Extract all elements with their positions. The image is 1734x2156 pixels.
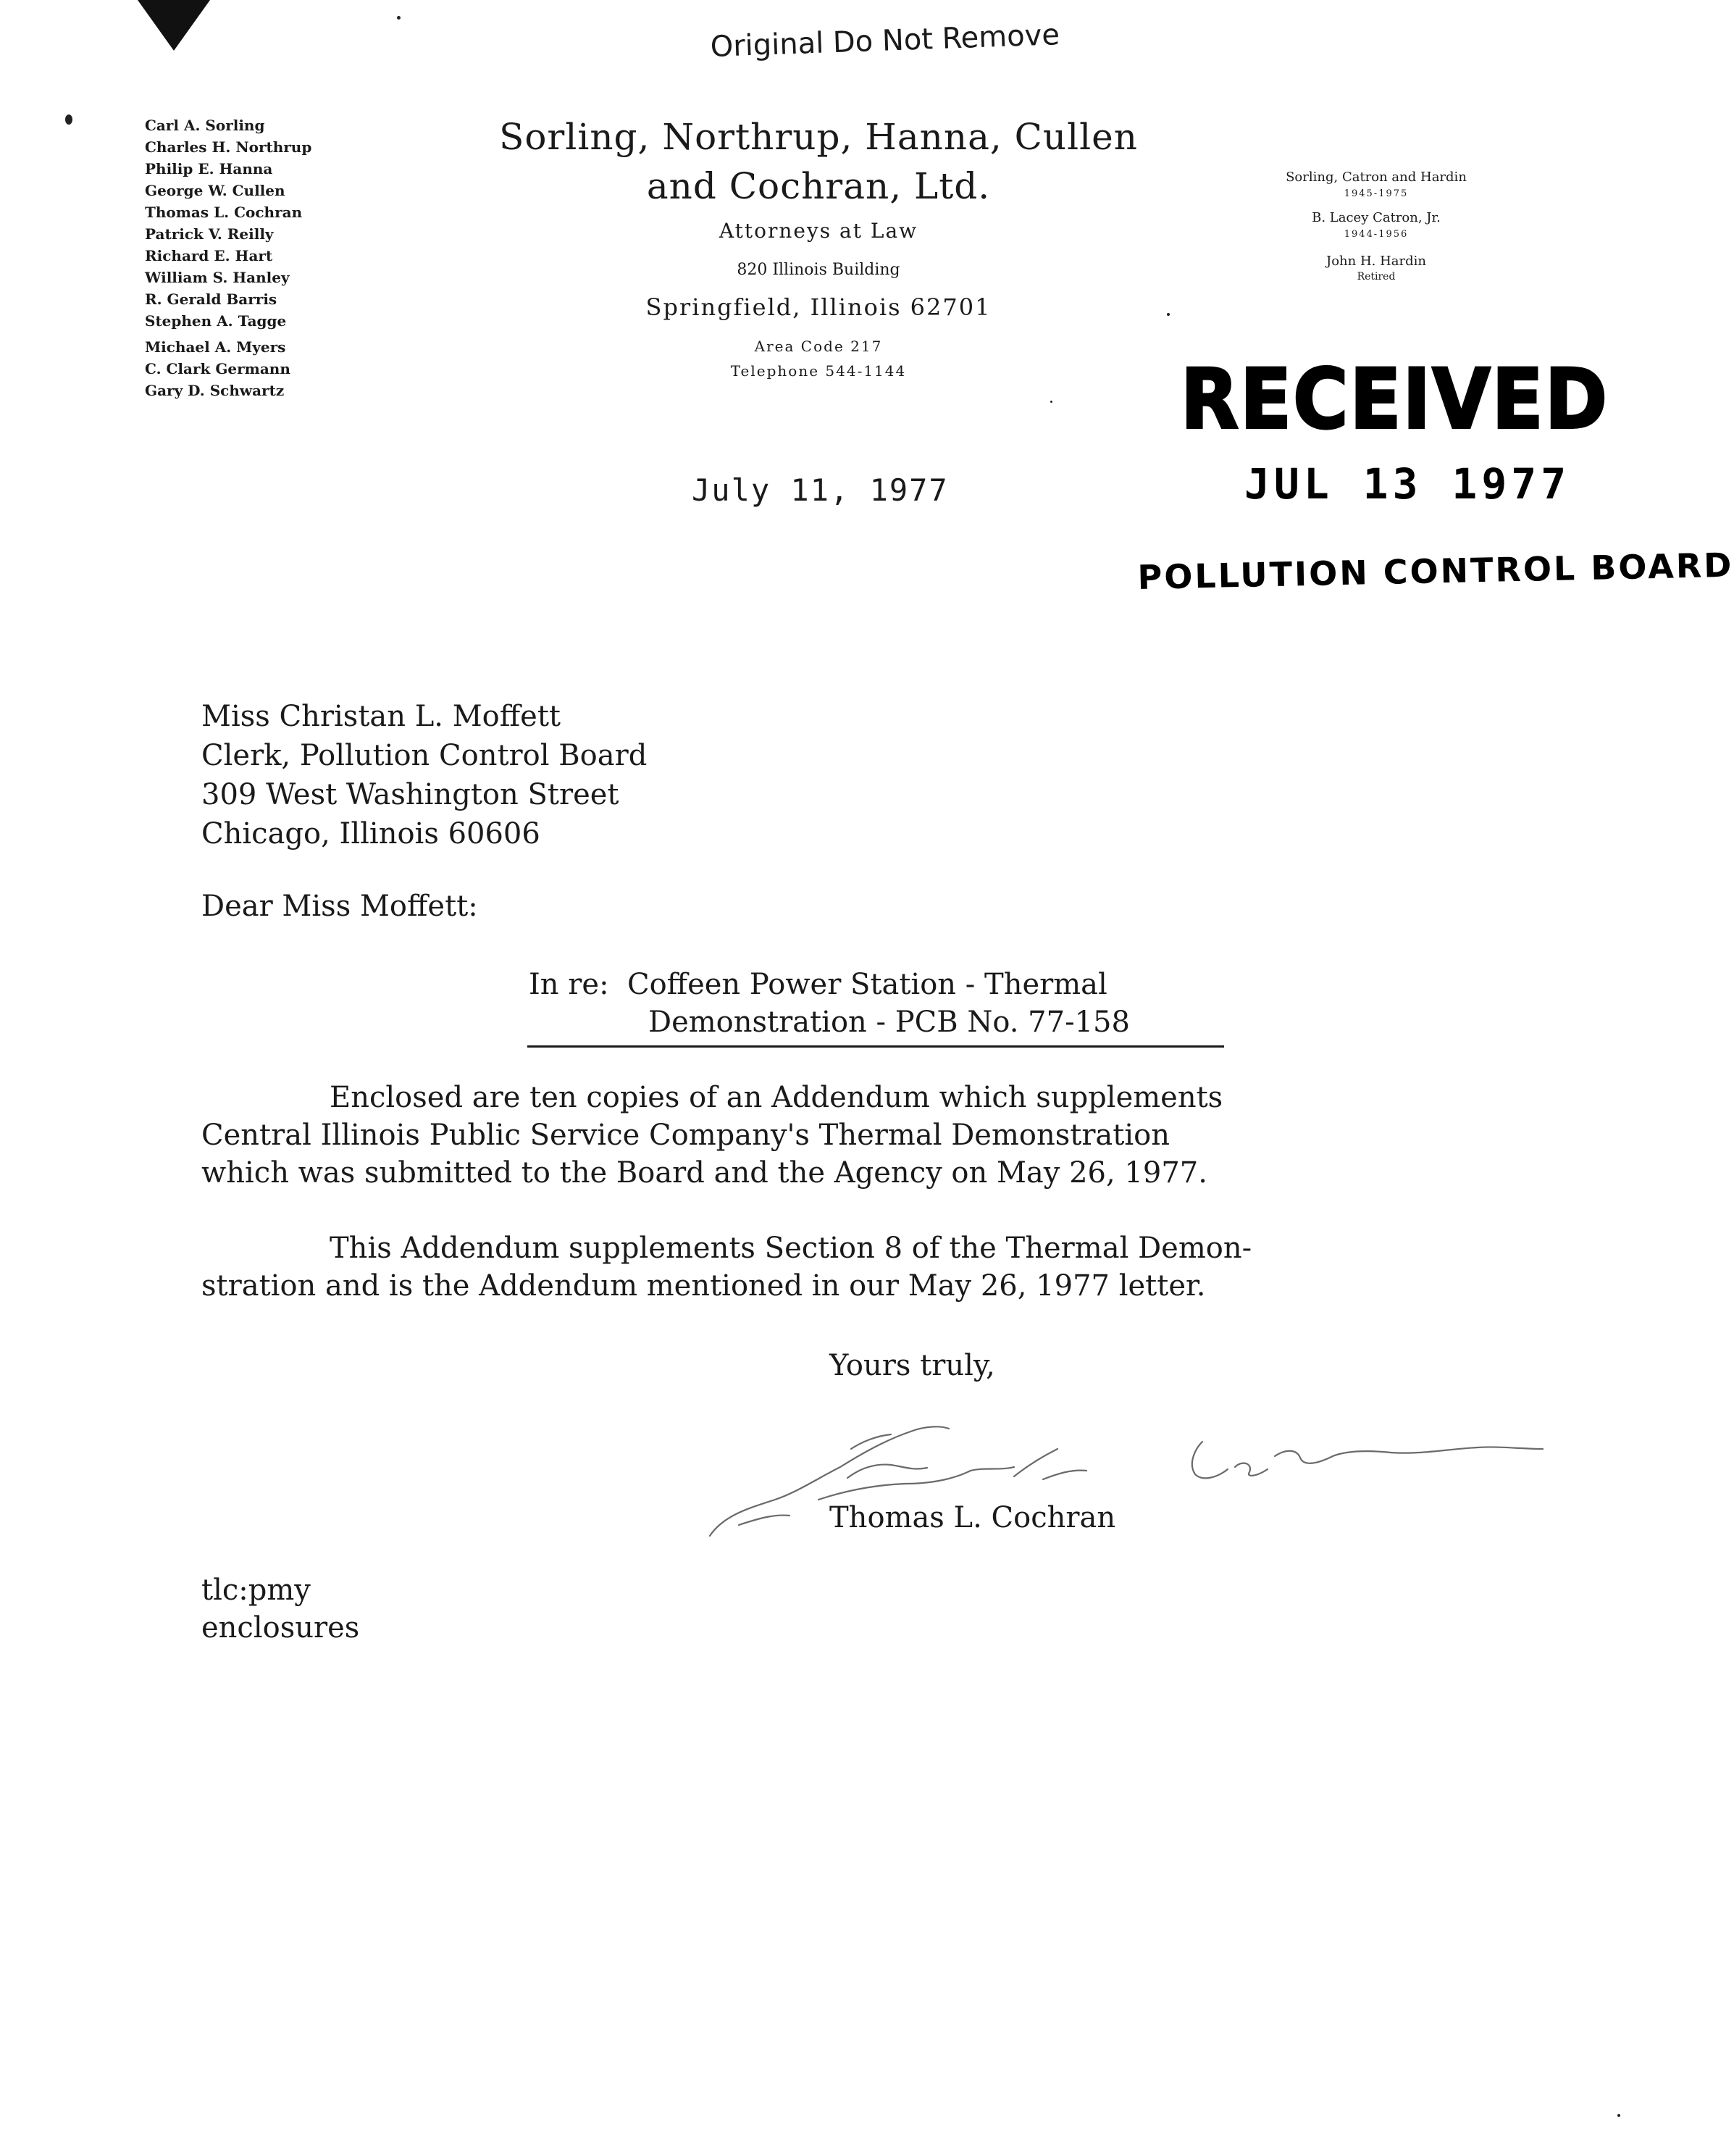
partner-name: Charles H. Northrup — [145, 138, 312, 156]
paragraph-1-line: which was submitted to the Board and the Agency on May 26, 1977. — [201, 1156, 1207, 1190]
received-stamp-date: JUL 13 1977 — [1244, 459, 1571, 509]
predecessor-name: B. Lacey Catron, Jr. — [1312, 210, 1441, 225]
recipient-name: Miss Christan L. Moffett — [201, 700, 561, 733]
firm-name-line2: and Cochran, Ltd. — [646, 165, 991, 207]
firm-name-line1: Sorling, Northrup, Hanna, Cullen — [499, 116, 1138, 158]
partner-name: George W. Cullen — [145, 182, 285, 199]
re-subject-1: Coffeen Power Station - Thermal — [627, 968, 1107, 1001]
partner-name: Michael A. Myers — [145, 338, 286, 356]
signer-name: Thomas L. Cochran — [829, 1501, 1116, 1534]
paragraph-2-line: This Addendum supplements Section 8 of the Thermal Demon- — [330, 1232, 1252, 1265]
firm-descriptor: Attorneys at Law — [719, 219, 918, 243]
partner-name: Thomas L. Cochran — [145, 204, 303, 221]
letter-date: July 11, 1977 — [692, 472, 949, 508]
partner-name: Gary D. Schwartz — [145, 382, 285, 399]
predecessor-firm: Sorling, Catron and Hardin — [1286, 170, 1467, 185]
salutation: Dear Miss Moffett: — [201, 890, 478, 923]
scan-speck — [65, 114, 72, 125]
firm-area-code: Area Code 217 — [754, 338, 883, 355]
firm-address-line2: Springfield, Illinois 62701 — [645, 293, 992, 321]
partner-name: R. Gerald Barris — [145, 291, 277, 308]
partner-name: Philip E. Hanna — [145, 160, 273, 177]
predecessor-years: 1944-1956 — [1344, 229, 1409, 240]
re-underline — [527, 1045, 1224, 1048]
predecessor-name-retired: John H. Hardin — [1325, 254, 1426, 269]
handwritten-signature — [695, 1398, 1550, 1543]
scan-speck — [1617, 2114, 1620, 2117]
scan-speck — [397, 16, 401, 20]
paragraph-1-line: Central Illinois Public Service Company's Thermal Demonstration — [201, 1119, 1170, 1152]
recipient-title: Clerk, Pollution Control Board — [201, 739, 648, 772]
partner-name: Patrick V. Reilly — [145, 225, 274, 243]
paragraph-1-line: Enclosed are ten copies of an Addendum which supplements — [330, 1081, 1223, 1114]
partner-name: William S. Hanley — [145, 269, 290, 286]
closing: Yours truly, — [829, 1349, 995, 1382]
received-stamp-board: POLLUTION CONTROL BOARD — [1137, 545, 1734, 597]
paragraph-2-line: stration and is the Addendum mentioned in our May 26, 1977 letter. — [201, 1269, 1206, 1303]
received-stamp: RECEIVED — [1181, 351, 1609, 448]
reference-initials: tlc:pmy — [201, 1574, 311, 1607]
partner-name: Richard E. Hart — [145, 247, 273, 264]
recipient-city: Chicago, Illinois 60606 — [201, 817, 540, 851]
partner-name: Carl A. Sorling — [145, 117, 265, 134]
predecessor-status: Retired — [1357, 271, 1396, 283]
partners-list — [145, 114, 311, 401]
scan-speck — [1050, 401, 1052, 403]
re-subject-2: Demonstration - PCB No. 77-158 — [648, 1006, 1130, 1039]
partner-name: C. Clark Germann — [145, 360, 290, 377]
scan-artifact-top-left — [138, 0, 210, 51]
re-line-1 — [529, 968, 1107, 1001]
firm-telephone: Telephone 544-1144 — [730, 362, 907, 380]
firm-address-line1: 820 Illinois Building — [737, 261, 900, 279]
recipient-street: 309 West Washington Street — [201, 778, 619, 811]
enclosures-note: enclosures — [201, 1611, 360, 1645]
predecessor-firm-years: 1945-1975 — [1344, 188, 1409, 199]
partner-name: Stephen A. Tagge — [145, 312, 287, 330]
original-do-not-remove-note: Original Do Not Remove — [710, 18, 1060, 64]
re-label: In re: — [529, 968, 609, 1001]
